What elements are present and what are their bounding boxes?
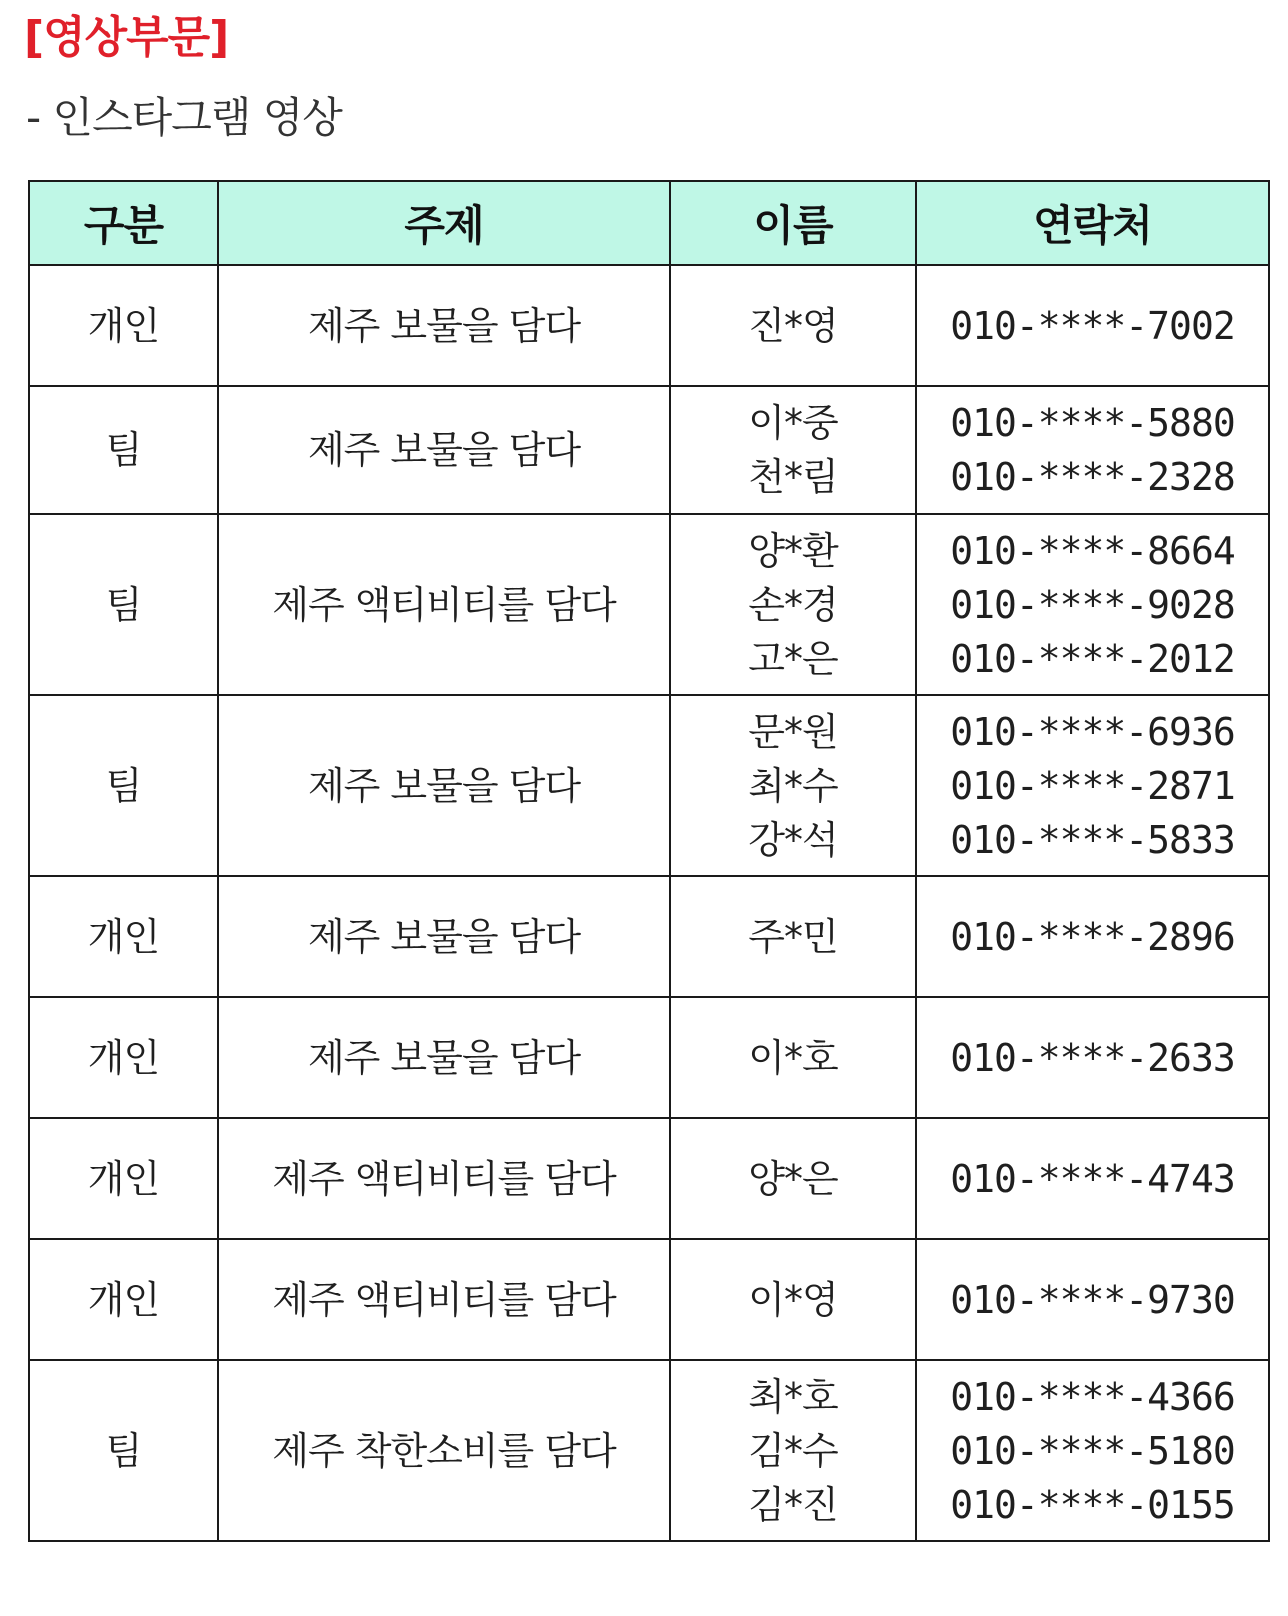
- cell-type: 팀: [29, 695, 218, 876]
- participant-phone: 010-****-2328: [950, 455, 1235, 499]
- participant-name: 최*수: [748, 763, 838, 808]
- table-row: [29, 514, 1269, 695]
- cell-contacts: [916, 265, 1269, 386]
- cell-names: [670, 514, 916, 695]
- cell-topic: 제주 보물을 담다: [218, 695, 670, 876]
- table-row: [29, 997, 1269, 1118]
- participant-name: 강*석: [748, 817, 838, 862]
- participant-phone: 010-****-4366: [950, 1374, 1235, 1419]
- cell-type: 팀: [29, 386, 218, 514]
- cell-type: 팀: [29, 1360, 218, 1541]
- table-body: [29, 265, 1269, 1541]
- participant-phone: 010-****-5833: [950, 817, 1235, 862]
- header-name: 이름: [670, 181, 916, 265]
- subtitle: - 인스타그램 영상: [26, 93, 342, 142]
- cell-topic: 제주 보물을 담다: [218, 386, 670, 514]
- header-type: 구분: [29, 181, 218, 265]
- participant-name: 양*은: [748, 1156, 838, 1201]
- cell-names: [670, 997, 916, 1118]
- cell-topic: 제주 착한소비를 담다: [218, 1360, 670, 1541]
- participant-name: 고*은: [748, 636, 838, 681]
- header-topic: 주제: [218, 181, 670, 265]
- cell-contacts: [916, 1360, 1269, 1541]
- participant-phone: 010-****-5180: [950, 1428, 1235, 1473]
- cell-names: [670, 386, 916, 514]
- participant-name: 이*영: [748, 1277, 838, 1322]
- cell-contacts: [916, 386, 1269, 514]
- cell-type: 개인: [29, 1239, 218, 1360]
- participant-phone: 010-****-2012: [950, 636, 1235, 681]
- table-row: [29, 1118, 1269, 1239]
- participant-name: 진*영: [748, 303, 838, 348]
- cell-type: 개인: [29, 876, 218, 997]
- participant-name: 최*호: [748, 1374, 838, 1419]
- participant-phone: 010-****-2871: [950, 763, 1235, 808]
- cell-names: [670, 876, 916, 997]
- cell-names: [670, 1118, 916, 1239]
- cell-topic: 제주 액티비티를 담다: [218, 1239, 670, 1360]
- cell-type: 개인: [29, 997, 218, 1118]
- table-row: [29, 695, 1269, 876]
- participant-phone: 010-****-9028: [950, 582, 1235, 627]
- table-row: [29, 876, 1269, 997]
- participant-phone: 010-****-0155: [950, 1482, 1235, 1527]
- participant-phone: 010-****-7002: [950, 303, 1235, 348]
- cell-topic: 제주 보물을 담다: [218, 876, 670, 997]
- cell-type: 개인: [29, 265, 218, 386]
- participant-name: 양*환: [748, 528, 838, 573]
- participant-phone: 010-****-5880: [950, 401, 1235, 445]
- cell-topic: 제주 보물을 담다: [218, 997, 670, 1118]
- participant-phone: 010-****-2896: [950, 914, 1235, 959]
- participant-phone: 010-****-6936: [950, 709, 1235, 754]
- table-header: [29, 181, 1269, 265]
- participant-name: 김*수: [748, 1428, 838, 1473]
- participant-name: 이*중: [748, 401, 838, 445]
- table-row: [29, 265, 1269, 386]
- cell-topic: 제주 액티비티를 담다: [218, 1118, 670, 1239]
- cell-names: [670, 1239, 916, 1360]
- section-title: [영상부문]: [24, 12, 229, 63]
- participant-name: 김*진: [748, 1482, 838, 1527]
- cell-contacts: [916, 1118, 1269, 1239]
- participant-name: 천*림: [748, 455, 838, 499]
- cell-type: 팀: [29, 514, 218, 695]
- cell-contacts: [916, 1239, 1269, 1360]
- cell-contacts: [916, 876, 1269, 997]
- participant-phone: 010-****-9730: [950, 1277, 1235, 1322]
- participant-name: 이*호: [748, 1035, 838, 1080]
- table-row: [29, 1239, 1269, 1360]
- cell-contacts: [916, 514, 1269, 695]
- participant-phone: 010-****-2633: [950, 1035, 1235, 1080]
- cell-names: [670, 265, 916, 386]
- results-table: [28, 180, 1270, 1542]
- participant-name: 주*민: [748, 914, 838, 959]
- participant-phone: 010-****-8664: [950, 528, 1235, 573]
- participant-phone: 010-****-4743: [950, 1156, 1235, 1201]
- cell-names: [670, 695, 916, 876]
- header-row: [29, 181, 1269, 265]
- participant-name: 손*경: [748, 582, 838, 627]
- cell-contacts: [916, 695, 1269, 876]
- table-row: [29, 1360, 1269, 1541]
- cell-topic: 제주 액티비티를 담다: [218, 514, 670, 695]
- cell-topic: 제주 보물을 담다: [218, 265, 670, 386]
- cell-type: 개인: [29, 1118, 218, 1239]
- header-contact: 연락처: [916, 181, 1269, 265]
- participant-name: 문*원: [748, 709, 838, 754]
- cell-names: [670, 1360, 916, 1541]
- table-row: [29, 386, 1269, 514]
- cell-contacts: [916, 997, 1269, 1118]
